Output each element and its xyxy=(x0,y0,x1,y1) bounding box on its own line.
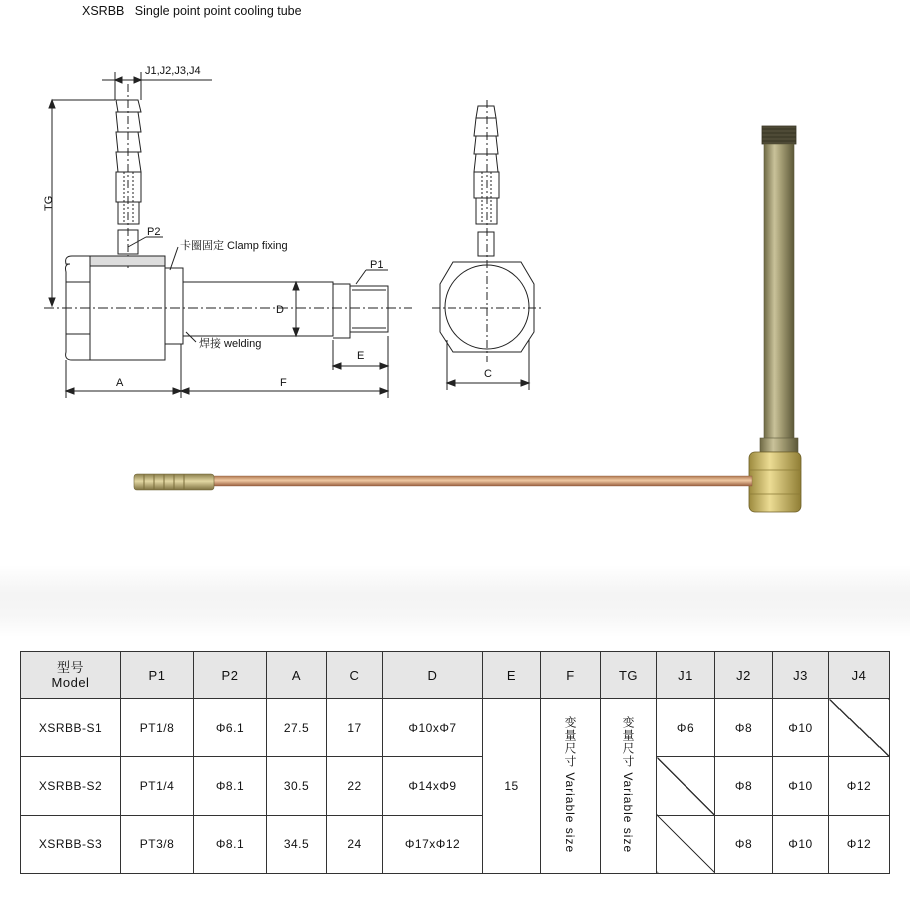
header-j3: J3 xyxy=(773,652,829,699)
table-row xyxy=(21,815,890,873)
cell-a: 27.5 xyxy=(267,699,327,757)
table-row xyxy=(21,757,890,815)
label-clamp-fixing: 卡圈固定 Clamp fixing xyxy=(180,240,288,252)
tg-variable-size: 变量尺寸 Variable size xyxy=(621,715,635,854)
cell-c: 17 xyxy=(327,699,383,757)
cell-j4-empty xyxy=(829,699,890,757)
label-a: A xyxy=(116,377,124,389)
cell-p2: Φ6.1 xyxy=(194,699,267,757)
cell-p1: PT1/4 xyxy=(121,757,194,815)
cell-a: 34.5 xyxy=(267,815,327,873)
header-tg: TG xyxy=(601,652,657,699)
cell-p2: Φ8.1 xyxy=(194,815,267,873)
cell-j1: Φ6 xyxy=(657,699,715,757)
cell-c: 22 xyxy=(327,757,383,815)
cell-p1: PT3/8 xyxy=(121,815,194,873)
cell-f xyxy=(541,699,601,874)
f-variable-size: 变量尺寸 Variable size xyxy=(563,715,577,854)
table-row xyxy=(21,699,890,757)
divider-band xyxy=(0,565,910,637)
label-e: E xyxy=(357,350,365,362)
cell-model: XSRBB-S2 xyxy=(21,757,121,815)
header-j2: J2 xyxy=(715,652,773,699)
label-c: C xyxy=(484,368,492,380)
cell-d: Φ17xΦ12 xyxy=(383,815,483,873)
table-header-row xyxy=(21,652,890,699)
cell-model: XSRBB-S3 xyxy=(21,815,121,873)
spec-table xyxy=(20,651,890,874)
cell-j3: Φ10 xyxy=(773,757,829,815)
cell-e: 15 xyxy=(483,699,541,874)
page-title: XSRBB Single point point cooling tube xyxy=(82,4,302,18)
product-photo xyxy=(134,126,801,512)
cell-j2: Φ8 xyxy=(715,757,773,815)
cell-tg xyxy=(601,699,657,874)
cell-model: XSRBB-S1 xyxy=(21,699,121,757)
cell-d: Φ14xΦ9 xyxy=(383,757,483,815)
header-c: C xyxy=(327,652,383,699)
label-j: J1,J2,J3,J4 xyxy=(145,65,201,77)
header-model: 型号 Model xyxy=(21,652,121,699)
cell-j1-empty xyxy=(657,757,715,815)
header-d: D xyxy=(383,652,483,699)
label-p2: P2 xyxy=(147,226,161,238)
label-p1: P1 xyxy=(370,259,384,271)
label-tg: TG xyxy=(43,195,55,211)
cell-p1: PT1/8 xyxy=(121,699,194,757)
header-j4: J4 xyxy=(829,652,890,699)
cell-j3: Φ10 xyxy=(773,699,829,757)
label-welding: 焊接 welding xyxy=(199,338,262,350)
header-a: A xyxy=(267,652,327,699)
cell-j3: Φ10 xyxy=(773,815,829,873)
cell-c: 24 xyxy=(327,815,383,873)
cell-j2: Φ8 xyxy=(715,815,773,873)
cell-j4: Φ12 xyxy=(829,815,890,873)
header-p1: P1 xyxy=(121,652,194,699)
cell-p2: Φ8.1 xyxy=(194,757,267,815)
header-p2: P2 xyxy=(194,652,267,699)
header-e: E xyxy=(483,652,541,699)
cell-a: 30.5 xyxy=(267,757,327,815)
header-j1: J1 xyxy=(657,652,715,699)
label-d: D xyxy=(276,304,284,316)
cell-j2: Φ8 xyxy=(715,699,773,757)
header-f: F xyxy=(541,652,601,699)
label-f: F xyxy=(280,377,287,389)
cell-j4: Φ12 xyxy=(829,757,890,815)
cell-d: Φ10xΦ7 xyxy=(383,699,483,757)
cell-j1-empty xyxy=(657,815,715,873)
